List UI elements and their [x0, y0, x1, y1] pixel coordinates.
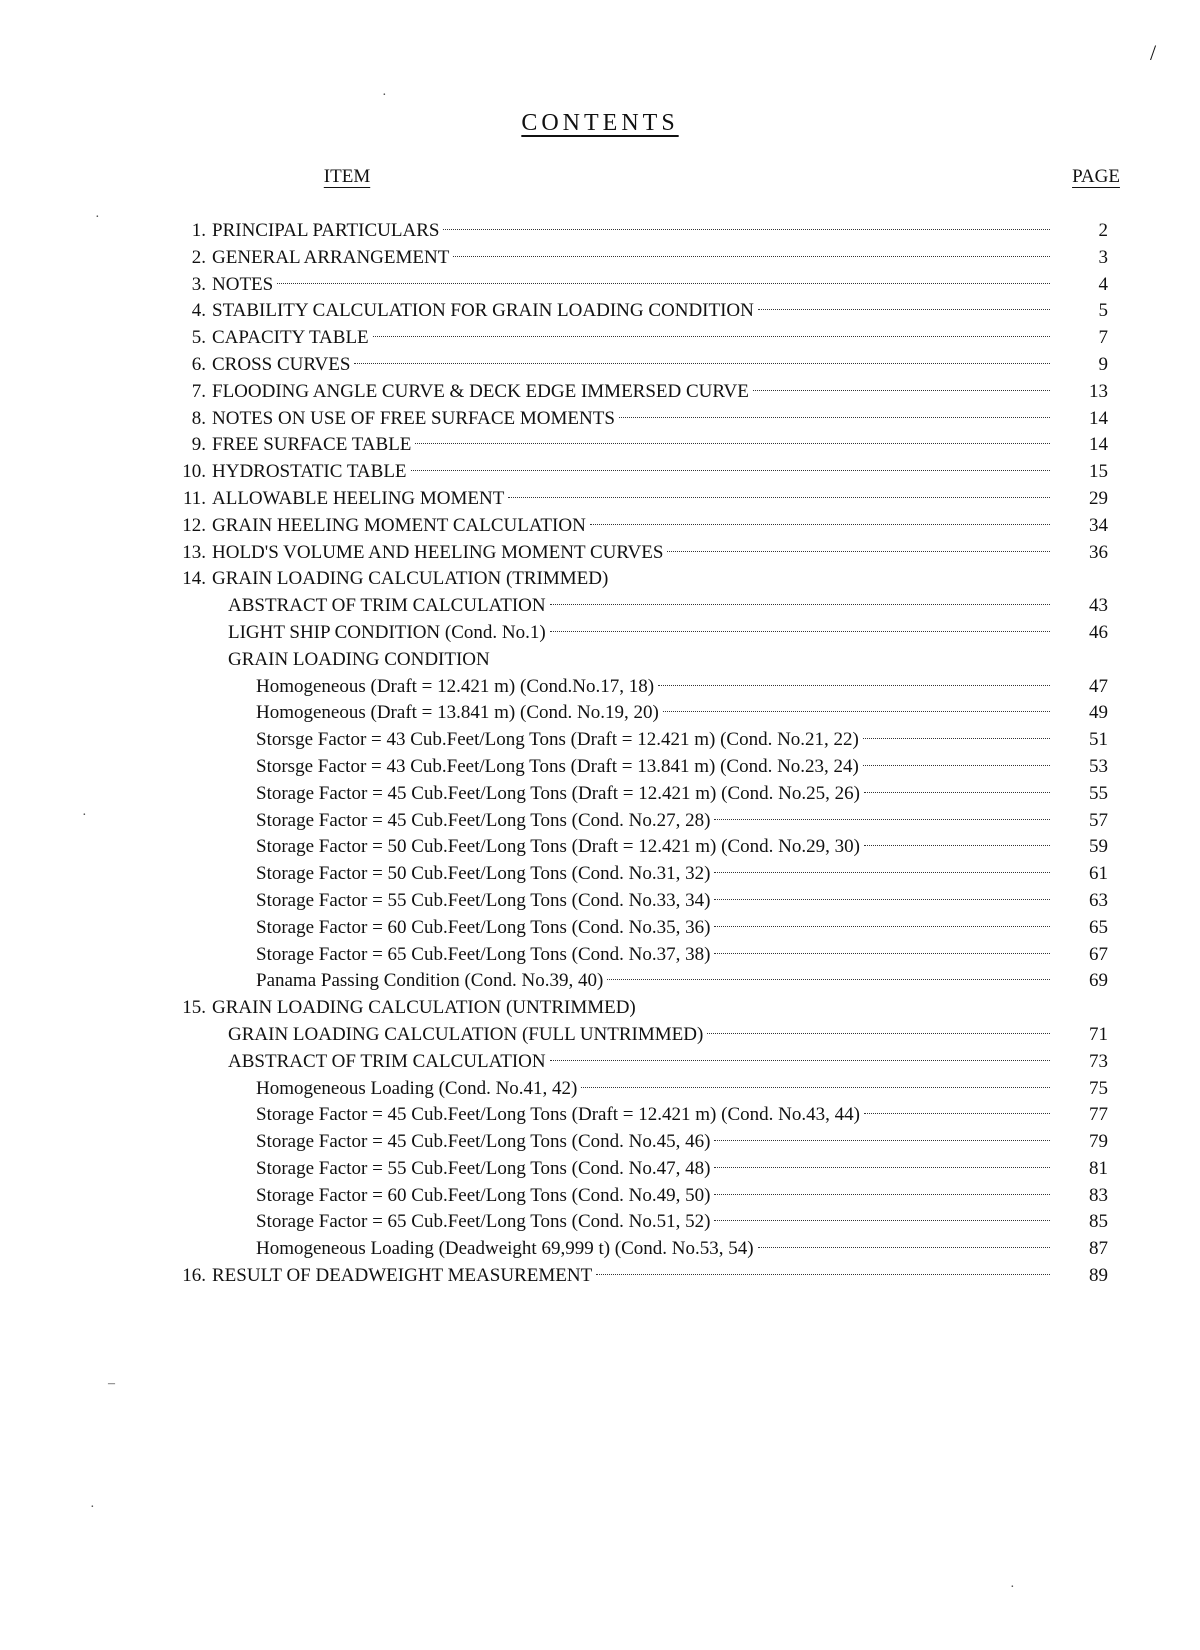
toc-entry — [0, 1263, 1200, 1290]
dot-leader — [415, 443, 1050, 444]
dot-leader — [277, 283, 1050, 284]
toc-entry — [0, 593, 1200, 620]
toc-entry-page: 3 — [1098, 246, 1108, 268]
toc-entry — [0, 968, 1200, 995]
toc-entry-page: 77 — [1089, 1104, 1108, 1126]
toc-entry — [0, 1183, 1200, 1210]
toc-entry-title: Storage Factor = 65 Cub.Feet/Long Tons (Cond. No.37, 38) — [256, 943, 711, 965]
toc-entry-title: STABILITY CALCULATION FOR GRAIN LOADING CONDITION — [212, 300, 754, 322]
column-header-page: PAGE — [1072, 166, 1120, 187]
toc-entry-page: 87 — [1089, 1238, 1108, 1260]
toc-entry-number: 5. — [191, 327, 206, 349]
toc-entry-page: 46 — [1089, 621, 1108, 643]
toc-entry-title: FREE SURFACE TABLE — [212, 434, 412, 456]
toc-entry-page: 5 — [1098, 300, 1108, 322]
toc-entry — [0, 486, 1200, 513]
toc-entry — [0, 245, 1200, 272]
toc-entry-title: GRAIN HEELING MOMENT CALCULATION — [212, 514, 586, 536]
scan-speck: · — [95, 210, 100, 225]
toc-entry-page: 67 — [1089, 943, 1108, 965]
toc-entry — [0, 379, 1200, 406]
dot-leader — [864, 1113, 1050, 1114]
toc-entry-title: Storsge Factor = 43 Cub.Feet/Long Tons (Draft = 13.841 m) (Cond. No.23, 24) — [256, 755, 859, 777]
dot-leader — [714, 926, 1050, 927]
toc-entry-page: 29 — [1089, 487, 1108, 509]
dot-leader — [753, 390, 1050, 391]
toc-entry-page: 2 — [1098, 220, 1108, 241]
toc-entry — [0, 888, 1200, 915]
toc-entry-page: 9 — [1098, 353, 1108, 375]
toc-entry — [0, 1209, 1200, 1236]
toc-entry — [0, 1022, 1200, 1049]
toc-entry-number: 16. — [182, 1265, 206, 1287]
toc-entry — [0, 754, 1200, 781]
toc-entry-title: Storsge Factor = 43 Cub.Feet/Long Tons (Draft = 12.421 m) (Cond. No.21, 22) — [256, 729, 859, 751]
dot-leader — [864, 792, 1050, 793]
dot-leader — [581, 1087, 1050, 1088]
toc-entry-number: 2. — [191, 246, 206, 268]
toc-entry-number: 6. — [191, 353, 206, 375]
toc-entry-page: 13 — [1089, 380, 1108, 402]
toc-entry-title: NOTES — [212, 273, 274, 295]
toc-entry — [0, 272, 1200, 299]
toc-entry-number: 15. — [182, 997, 206, 1019]
toc-entry — [0, 808, 1200, 835]
toc-entry-title: ALLOWABLE HEELING MOMENT — [212, 487, 505, 509]
dot-leader — [550, 631, 1050, 632]
toc-entry — [0, 513, 1200, 540]
dot-leader — [663, 711, 1050, 712]
toc-entry — [0, 1076, 1200, 1103]
table-of-contents — [0, 218, 1200, 1290]
toc-entry — [0, 218, 1200, 245]
toc-entry — [0, 674, 1200, 701]
column-header-item: ITEM — [323, 166, 371, 187]
toc-entry-title: Homogeneous (Draft = 12.421 m) (Cond.No.17, 18) — [256, 675, 655, 697]
toc-entry — [0, 1236, 1200, 1263]
toc-entry-page: 51 — [1089, 729, 1108, 751]
toc-entry-page: 53 — [1089, 755, 1108, 777]
toc-entry-title: Storage Factor = 65 Cub.Feet/Long Tons (Cond. No.51, 52) — [256, 1211, 711, 1233]
dot-leader — [707, 1033, 1050, 1034]
toc-entry-title: HOLD'S VOLUME AND HEELING MOMENT CURVES — [212, 541, 664, 563]
toc-entry-title: NOTES ON USE OF FREE SURFACE MOMENTS — [212, 407, 615, 429]
toc-entry-page: 73 — [1089, 1050, 1108, 1072]
toc-entry-title: Storage Factor = 50 Cub.Feet/Long Tons (Cond. No.31, 32) — [256, 863, 711, 885]
toc-entry-title: HYDROSTATIC TABLE — [212, 461, 407, 483]
toc-entry-page: 71 — [1089, 1023, 1108, 1045]
toc-entry-title: Storage Factor = 45 Cub.Feet/Long Tons (Draft = 12.421 m) (Cond. No.43, 44) — [256, 1104, 860, 1126]
dot-leader — [864, 845, 1050, 846]
dot-leader — [714, 819, 1050, 820]
toc-entry-page: 59 — [1089, 836, 1108, 858]
toc-entry-number: 8. — [191, 407, 206, 429]
dot-leader — [619, 417, 1050, 418]
toc-entry — [0, 647, 1200, 674]
dot-leader — [714, 899, 1050, 900]
dot-leader — [373, 336, 1050, 337]
toc-entry-title: Storage Factor = 60 Cub.Feet/Long Tons (Cond. No.35, 36) — [256, 916, 711, 938]
toc-entry-title: GENERAL ARRANGEMENT — [212, 246, 450, 268]
toc-entry — [0, 727, 1200, 754]
dot-leader — [714, 872, 1050, 873]
toc-entry-page: 47 — [1089, 675, 1108, 697]
toc-entry-page: 81 — [1089, 1157, 1108, 1179]
dot-leader — [658, 685, 1050, 686]
toc-entry — [0, 566, 1200, 593]
dot-leader — [714, 1220, 1050, 1221]
dot-leader — [667, 551, 1050, 552]
toc-entry-title: GRAIN LOADING CALCULATION (UNTRIMMED) — [212, 997, 636, 1019]
toc-entry — [0, 432, 1200, 459]
toc-entry — [0, 834, 1200, 861]
toc-entry-page: 63 — [1089, 889, 1108, 911]
toc-entry-title: Storage Factor = 55 Cub.Feet/Long Tons (Cond. No.47, 48) — [256, 1157, 711, 1179]
toc-entry-page: 15 — [1089, 461, 1108, 483]
dot-leader — [714, 1194, 1050, 1195]
toc-entry — [0, 406, 1200, 433]
toc-entry — [0, 861, 1200, 888]
toc-entry-title: Storage Factor = 55 Cub.Feet/Long Tons (Cond. No.33, 34) — [256, 889, 711, 911]
toc-entry-title: FLOODING ANGLE CURVE & DECK EDGE IMMERSED CURVE — [212, 380, 749, 402]
scan-speck: · — [1010, 1580, 1015, 1595]
dot-leader — [508, 497, 1050, 498]
toc-entry-page: 57 — [1089, 809, 1108, 831]
toc-entry-title: PRINCIPAL PARTICULARS — [212, 220, 440, 241]
toc-entry — [0, 781, 1200, 808]
page-title: CONTENTS — [521, 110, 679, 136]
toc-entry-title: Homogeneous Loading (Cond. No.41, 42) — [256, 1077, 578, 1099]
toc-entry-number: 12. — [182, 514, 206, 536]
toc-entry-page: 55 — [1089, 782, 1108, 804]
toc-entry — [0, 1156, 1200, 1183]
page-corner-mark: / — [1150, 40, 1157, 65]
toc-entry — [0, 459, 1200, 486]
dot-leader — [411, 470, 1050, 471]
dot-leader — [550, 604, 1050, 605]
dot-leader — [714, 1167, 1050, 1168]
toc-entry — [0, 325, 1200, 352]
dot-leader — [453, 256, 1050, 257]
dot-leader — [550, 1060, 1050, 1061]
toc-entry — [0, 995, 1200, 1022]
scan-speck: · — [82, 808, 87, 823]
dot-leader — [863, 765, 1050, 766]
toc-entry-number: 10. — [182, 461, 206, 483]
dot-leader — [443, 229, 1050, 230]
toc-entry-page: 79 — [1089, 1131, 1108, 1153]
toc-entry — [0, 540, 1200, 567]
toc-entry-page: 43 — [1089, 595, 1108, 617]
toc-entry-number: 14. — [182, 568, 206, 590]
toc-entry-page: 14 — [1089, 407, 1108, 429]
toc-entry-title: Storage Factor = 50 Cub.Feet/Long Tons (Draft = 12.421 m) (Cond. No.29, 30) — [256, 836, 860, 858]
toc-entry-number: 9. — [191, 434, 206, 456]
scan-speck: · — [90, 1500, 95, 1515]
toc-entry — [0, 915, 1200, 942]
scan-speck: · — [382, 88, 387, 103]
toc-entry-number: 13. — [182, 541, 206, 563]
dot-leader — [590, 524, 1050, 525]
toc-entry-page: 49 — [1089, 702, 1108, 724]
toc-entry — [0, 620, 1200, 647]
toc-entry-title: Homogeneous Loading (Deadweight 69,999 t) (Cond. No.53, 54) — [256, 1238, 754, 1260]
dot-leader — [758, 309, 1050, 310]
dot-leader — [714, 953, 1050, 954]
dot-leader — [714, 1140, 1050, 1141]
toc-entry-page: 89 — [1089, 1265, 1108, 1287]
toc-entry-title: Storage Factor = 45 Cub.Feet/Long Tons (Cond. No.45, 46) — [256, 1131, 711, 1153]
dot-leader — [863, 738, 1050, 739]
dot-leader — [758, 1247, 1050, 1248]
toc-entry-page: 34 — [1089, 514, 1108, 536]
toc-entry-page: 4 — [1098, 273, 1108, 295]
toc-entry-page: 36 — [1089, 541, 1108, 563]
toc-entry-page: 7 — [1098, 327, 1108, 349]
toc-entry-page: 65 — [1089, 916, 1108, 938]
toc-entry — [0, 942, 1200, 969]
toc-entry-title: Storage Factor = 45 Cub.Feet/Long Tons (Draft = 12.421 m) (Cond. No.25, 26) — [256, 782, 860, 804]
toc-entry-title: LIGHT SHIP CONDITION (Cond. No.1) — [228, 621, 546, 643]
toc-entry-page: 75 — [1089, 1077, 1108, 1099]
toc-entry-number: 7. — [191, 380, 206, 402]
toc-entry-title: Storage Factor = 45 Cub.Feet/Long Tons (Cond. No.27, 28) — [256, 809, 711, 831]
toc-entry — [0, 1129, 1200, 1156]
toc-entry-title: ABSTRACT OF TRIM CALCULATION — [228, 1050, 546, 1072]
toc-entry-title: GRAIN LOADING CONDITION — [228, 648, 490, 670]
toc-entry-page: 83 — [1089, 1184, 1108, 1206]
toc-entry-title: Panama Passing Condition (Cond. No.39, 40) — [256, 970, 604, 992]
toc-entry-number: 11. — [182, 487, 206, 509]
toc-entry-title: CROSS CURVES — [212, 353, 351, 375]
toc-entry — [0, 1049, 1200, 1076]
toc-entry-page: 69 — [1089, 970, 1108, 992]
toc-entry-number: 4. — [191, 300, 206, 322]
toc-entry-page: 14 — [1089, 434, 1108, 456]
toc-entry-title: ABSTRACT OF TRIM CALCULATION — [228, 595, 546, 617]
dot-leader — [354, 363, 1050, 364]
toc-entry-page: 61 — [1089, 863, 1108, 885]
toc-entry — [0, 298, 1200, 325]
toc-entry — [0, 1102, 1200, 1129]
toc-entry — [0, 352, 1200, 379]
toc-entry-page: 85 — [1089, 1211, 1108, 1233]
toc-entry — [0, 700, 1200, 727]
toc-entry-title: Homogeneous (Draft = 13.841 m) (Cond. No.19, 20) — [256, 702, 659, 724]
dot-leader — [596, 1274, 1050, 1275]
toc-entry-title: CAPACITY TABLE — [212, 327, 369, 349]
toc-entry-number: 1. — [191, 220, 206, 241]
toc-entry-number: 3. — [191, 273, 206, 295]
toc-entry-title: Storage Factor = 60 Cub.Feet/Long Tons (Cond. No.49, 50) — [256, 1184, 711, 1206]
dot-leader — [607, 979, 1050, 980]
toc-entry-title: GRAIN LOADING CALCULATION (TRIMMED) — [212, 568, 609, 590]
toc-entry-title: RESULT OF DEADWEIGHT MEASUREMENT — [212, 1265, 593, 1287]
toc-entry-title: GRAIN LOADING CALCULATION (FULL UNTRIMMED) — [228, 1023, 704, 1045]
scan-speck: – — [108, 1376, 115, 1391]
